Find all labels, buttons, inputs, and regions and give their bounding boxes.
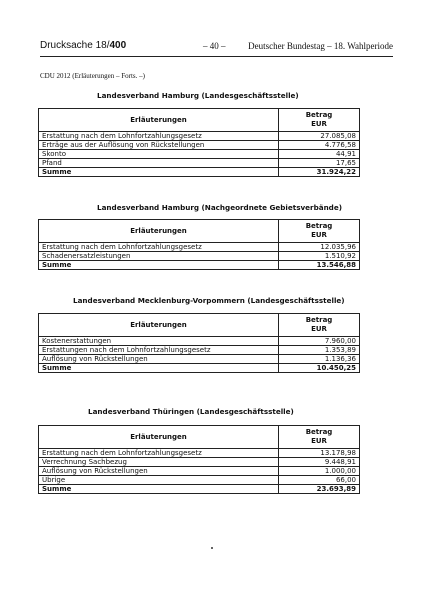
column-header-label: Erläuterungen bbox=[39, 109, 279, 132]
doc-prefix: Drucksache 18/ bbox=[40, 40, 110, 51]
column-header-label: Erläuterungen bbox=[39, 426, 279, 449]
table-hamburg-districts bbox=[38, 219, 360, 270]
sum-row bbox=[39, 364, 360, 373]
row-label: Pfand bbox=[39, 159, 279, 168]
sum-row bbox=[39, 168, 360, 177]
table-header-row bbox=[39, 109, 360, 132]
row-amount: 1.136,36 bbox=[279, 355, 360, 364]
document-number bbox=[40, 40, 126, 51]
row-label: Auflösung von Rückstellungen bbox=[39, 355, 279, 364]
table-hamburg-office bbox=[38, 108, 360, 177]
sum-label: Summe bbox=[39, 485, 279, 494]
page-footer-mark bbox=[211, 547, 213, 549]
row-amount: 44,91 bbox=[279, 150, 360, 159]
row-label: Übrige bbox=[39, 476, 279, 485]
row-amount: 9.448,91 bbox=[279, 458, 360, 467]
row-label: Erträge aus der Auflösung von Rückstellungen bbox=[39, 141, 279, 150]
row-amount: 4.776,58 bbox=[279, 141, 360, 150]
row-label: Verrechnung Sachbezug bbox=[39, 458, 279, 467]
row-amount: 7.960,00 bbox=[279, 337, 360, 346]
column-header-amount: Betrag EUR bbox=[279, 314, 360, 337]
sum-label: Summe bbox=[39, 364, 279, 373]
row-label: Erstattung nach dem Lohnfortzahlungsgesetz bbox=[39, 132, 279, 141]
sum-label: Summe bbox=[39, 168, 279, 177]
row-amount: 1.510,92 bbox=[279, 252, 360, 261]
row-label: Schadenersatzleistungen bbox=[39, 252, 279, 261]
row-label: Erstattungen nach dem Lohnfortzahlungsgesetz bbox=[39, 346, 279, 355]
column-header-label: Erläuterungen bbox=[39, 314, 279, 337]
row-amount: 27.085,08 bbox=[279, 132, 360, 141]
section-title-hamburg-districts: Landesverband Hamburg (Nachgeordnete Gebietsverbände) bbox=[97, 203, 342, 212]
table-row bbox=[39, 243, 360, 252]
sum-amount: 31.924,22 bbox=[279, 168, 360, 177]
sum-amount: 23.693,89 bbox=[279, 485, 360, 494]
row-label: Erstattung nach dem Lohnfortzahlungsgesetz bbox=[39, 243, 279, 252]
table-row bbox=[39, 467, 360, 476]
page-number: – 40 – bbox=[203, 41, 226, 51]
table-row bbox=[39, 337, 360, 346]
sum-amount: 13.546,88 bbox=[279, 261, 360, 270]
sum-row bbox=[39, 485, 360, 494]
page-header bbox=[40, 40, 393, 54]
table-row bbox=[39, 132, 360, 141]
table-row bbox=[39, 159, 360, 168]
header-rule bbox=[40, 56, 393, 57]
row-label: Auflösung von Rückstellungen bbox=[39, 467, 279, 476]
section-title-thueringen: Landesverband Thüringen (Landesgeschäftsstelle) bbox=[88, 407, 294, 416]
doc-number: 400 bbox=[109, 40, 127, 51]
row-amount: 12.035,96 bbox=[279, 243, 360, 252]
table-row bbox=[39, 150, 360, 159]
column-header-amount: Betrag EUR bbox=[279, 426, 360, 449]
table-row bbox=[39, 141, 360, 150]
row-label: Skonto bbox=[39, 150, 279, 159]
column-header-label: Erläuterungen bbox=[39, 220, 279, 243]
table-thueringen bbox=[38, 425, 360, 494]
table-row bbox=[39, 458, 360, 467]
table-header-row bbox=[39, 220, 360, 243]
section-title-hamburg-office: Landesverband Hamburg (Landesgeschäftsstelle) bbox=[97, 91, 299, 100]
table-row bbox=[39, 449, 360, 458]
row-amount: 1.353,89 bbox=[279, 346, 360, 355]
table-row bbox=[39, 476, 360, 485]
row-label: Kostenerstattungen bbox=[39, 337, 279, 346]
table-row bbox=[39, 346, 360, 355]
row-amount: 13.178,98 bbox=[279, 449, 360, 458]
table-mecklenburg bbox=[38, 313, 360, 373]
row-label: Erstattung nach dem Lohnfortzahlungsgesetz bbox=[39, 449, 279, 458]
table-header-row bbox=[39, 314, 360, 337]
row-amount: 1.000,00 bbox=[279, 467, 360, 476]
sum-amount: 10.450,25 bbox=[279, 364, 360, 373]
table-row bbox=[39, 355, 360, 364]
row-amount: 17,65 bbox=[279, 159, 360, 168]
page-subtitle: CDU 2012 (Erläuterungen – Forts. –) bbox=[40, 72, 145, 80]
row-amount: 66,00 bbox=[279, 476, 360, 485]
sum-row bbox=[39, 261, 360, 270]
section-title-mecklenburg: Landesverband Mecklenburg-Vorpommern (Landesgeschäftsstelle) bbox=[73, 296, 345, 305]
table-row bbox=[39, 252, 360, 261]
sum-label: Summe bbox=[39, 261, 279, 270]
column-header-amount: Betrag EUR bbox=[279, 220, 360, 243]
column-header-amount: Betrag EUR bbox=[279, 109, 360, 132]
table-header-row bbox=[39, 426, 360, 449]
parliament-title: Deutscher Bundestag – 18. Wahlperiode bbox=[248, 41, 393, 51]
